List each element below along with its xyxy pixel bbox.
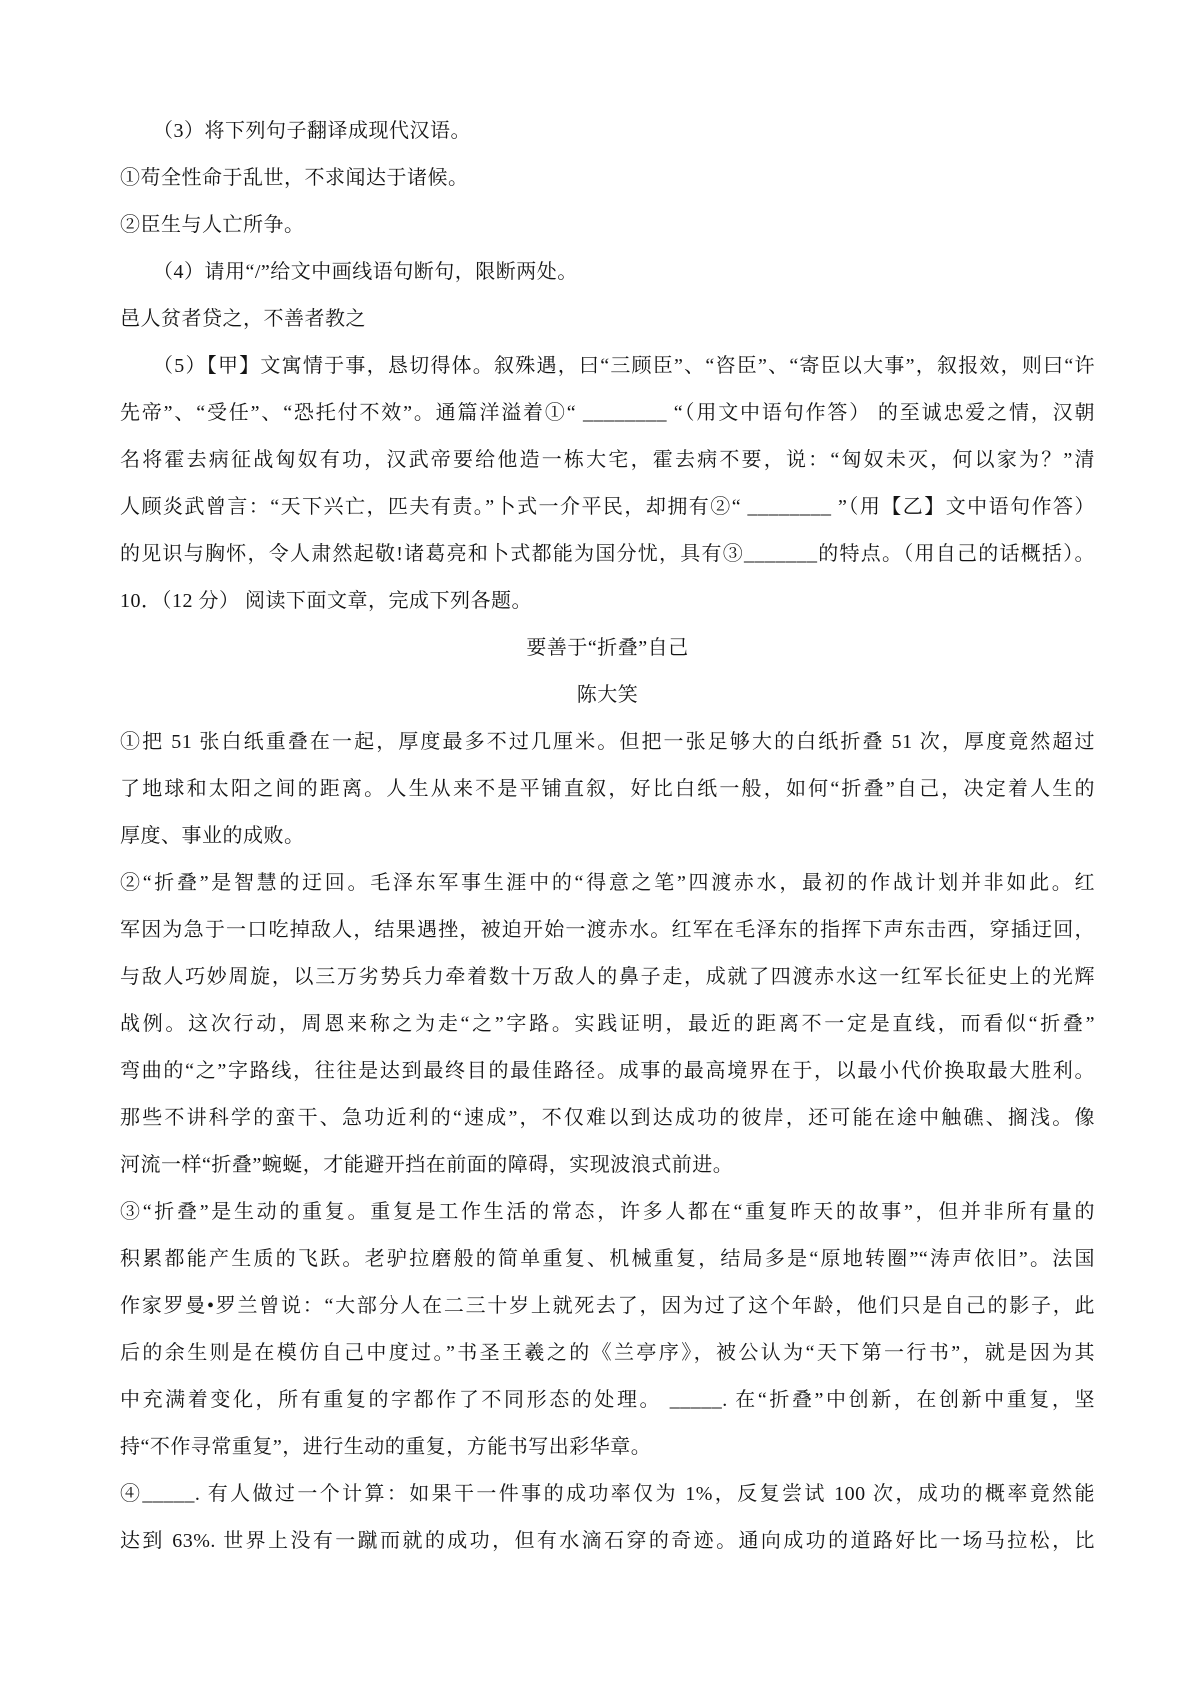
essay-paragraph-4-line-2: 达到 63%. 世界上没有一蹴而就的成功，但有水滴石穿的奇迹。通向成功的道路好比一场马拉松，比 xyxy=(120,1530,1095,1552)
question-5-text-line-3: 名将霍去病征战匈奴有功，汉武帝要给他造一栋大宅，霍去病不要，说：“匈奴未灭，何以家为？”清 xyxy=(120,449,1095,471)
essay-paragraph-2-line-4: 战例。这次行动，周恩来称之为走“之”字路。实践证明，最近的距离不一定是直线，而看似“折叠” xyxy=(120,1013,1095,1035)
essay-author: 陈大笑 xyxy=(576,684,639,706)
question-10-header: 10．（12 分） 阅读下面文章，完成下列各题。 xyxy=(120,590,532,612)
essay-paragraph-3-line-5: 中充满着变化，所有重复的字都作了不同形态的处理。 _____. 在“折叠”中创新，在创新中重复，坚 xyxy=(120,1389,1095,1411)
essay-paragraph-2-line-2: 军因为急于一口吃掉敌人，结果遇挫，被迫开始一渡赤水。红军在毛泽东的指挥下声东击西，穿插迂回， xyxy=(120,919,1095,941)
essay-paragraph-3-line-6: 持“不作寻常重复”，进行生动的重复，方能书写出彩华章。 xyxy=(120,1436,652,1458)
question-5-text-line-1: （5）【甲】文寓情于事，恳切得体。叙殊遇，曰“三顾臣”、“咨臣”、“寄臣以大事”，叙报效，则曰“许 xyxy=(153,355,1095,377)
essay-paragraph-2-line-3: 与敌人巧妙周旋，以三万劣势兵力牵着数十万敌人的鼻子走，成就了四渡赤水这一红军长征史上的光辉 xyxy=(120,966,1095,988)
essay-paragraph-1-line-1: ①把 51 张白纸重叠在一起，厚度最多不过几厘米。但把一张足够大的白纸折叠 51 次，厚度竟然超过 xyxy=(120,731,1095,753)
essay-paragraph-1-line-3: 厚度、事业的成败。 xyxy=(120,825,305,847)
sentence-to-punctuate: 邑人贫者贷之，不善者教之 xyxy=(120,308,366,330)
essay-paragraph-2-line-7: 河流一样“折叠”蜿蜒，才能避开挡在前面的障碍，实现波浪式前进。 xyxy=(120,1154,734,1176)
essay-paragraph-2-line-5: 弯曲的“之”字路线，往往是达到最终目的最佳路径。成事的最高境界在于，以最小代价换取最大胜利。 xyxy=(120,1060,1095,1082)
essay-paragraph-3-line-4: 后的余生则是在模仿自己中度过。”书圣王羲之的《兰亭序》，被公认为“天下第一行书”，就是因为其 xyxy=(120,1342,1095,1364)
question-5-text-line-4: 人顾炎武曾言：“天下兴亡，匹夫有责。”卜式一介平民，却拥有②“ ________ ”（用【乙】文中语句作答） xyxy=(120,496,1095,518)
question-3-prompt: （3）将下列句子翻译成现代汉语。 xyxy=(153,120,471,142)
essay-title: 要善于“折叠”自己 xyxy=(526,637,689,659)
essay-paragraph-2-line-1: ②“折叠”是智慧的迂回。毛泽东军事生涯中的“得意之笔”四渡赤水，最初的作战计划并非如此。红 xyxy=(120,872,1095,894)
translation-sentence-1: ①苟全性命于乱世，不求闻达于诸候。 xyxy=(120,167,469,189)
question-4-prompt: （4）请用“/”给文中画线语句断句，限断两处。 xyxy=(153,261,578,283)
translation-sentence-2: ②臣生与人亡所争。 xyxy=(120,214,305,236)
question-5-text-line-2: 先帝”、“受任”、“恐托付不效”。通篇洋溢着①“ ________ “（用文中语句作答） 的至诚忠爱之情，汉朝 xyxy=(120,402,1095,424)
essay-paragraph-1-line-2: 了地球和太阳之间的距离。人生从来不是平铺直叙，好比白纸一般，如何“折叠”自己，决定着人生的 xyxy=(120,778,1095,800)
essay-paragraph-4-line-1: ④_____. 有人做过一个计算：如果干一件事的成功率仅为 1%，反复尝试 100 次，成功的概率竟然能 xyxy=(120,1483,1095,1505)
essay-paragraph-3-line-2: 积累都能产生质的飞跃。老驴拉磨般的简单重复、机械重复，结局多是“原地转圈”“涛声依旧”。法国 xyxy=(120,1248,1095,1270)
question-5-text-line-5: 的见识与胸怀，令人肃然起敬!诸葛亮和卜式都能为国分忧，具有③_______的特点。（用自己的话概括）。 xyxy=(120,543,1095,565)
essay-paragraph-3-line-3: 作家罗曼•罗兰曾说：“大部分人在二三十岁上就死去了，因为过了这个年龄，他们只是自己的影子，此 xyxy=(120,1295,1095,1317)
essay-paragraph-2-line-6: 那些不讲科学的蛮干、急功近利的“速成”，不仅难以到达成功的彼岸，还可能在途中触礁、搁浅。像 xyxy=(120,1107,1095,1129)
essay-paragraph-3-line-1: ③“折叠”是生动的重复。重复是工作生活的常态，许多人都在“重复昨天的故事”，但并非所有量的 xyxy=(120,1201,1095,1223)
